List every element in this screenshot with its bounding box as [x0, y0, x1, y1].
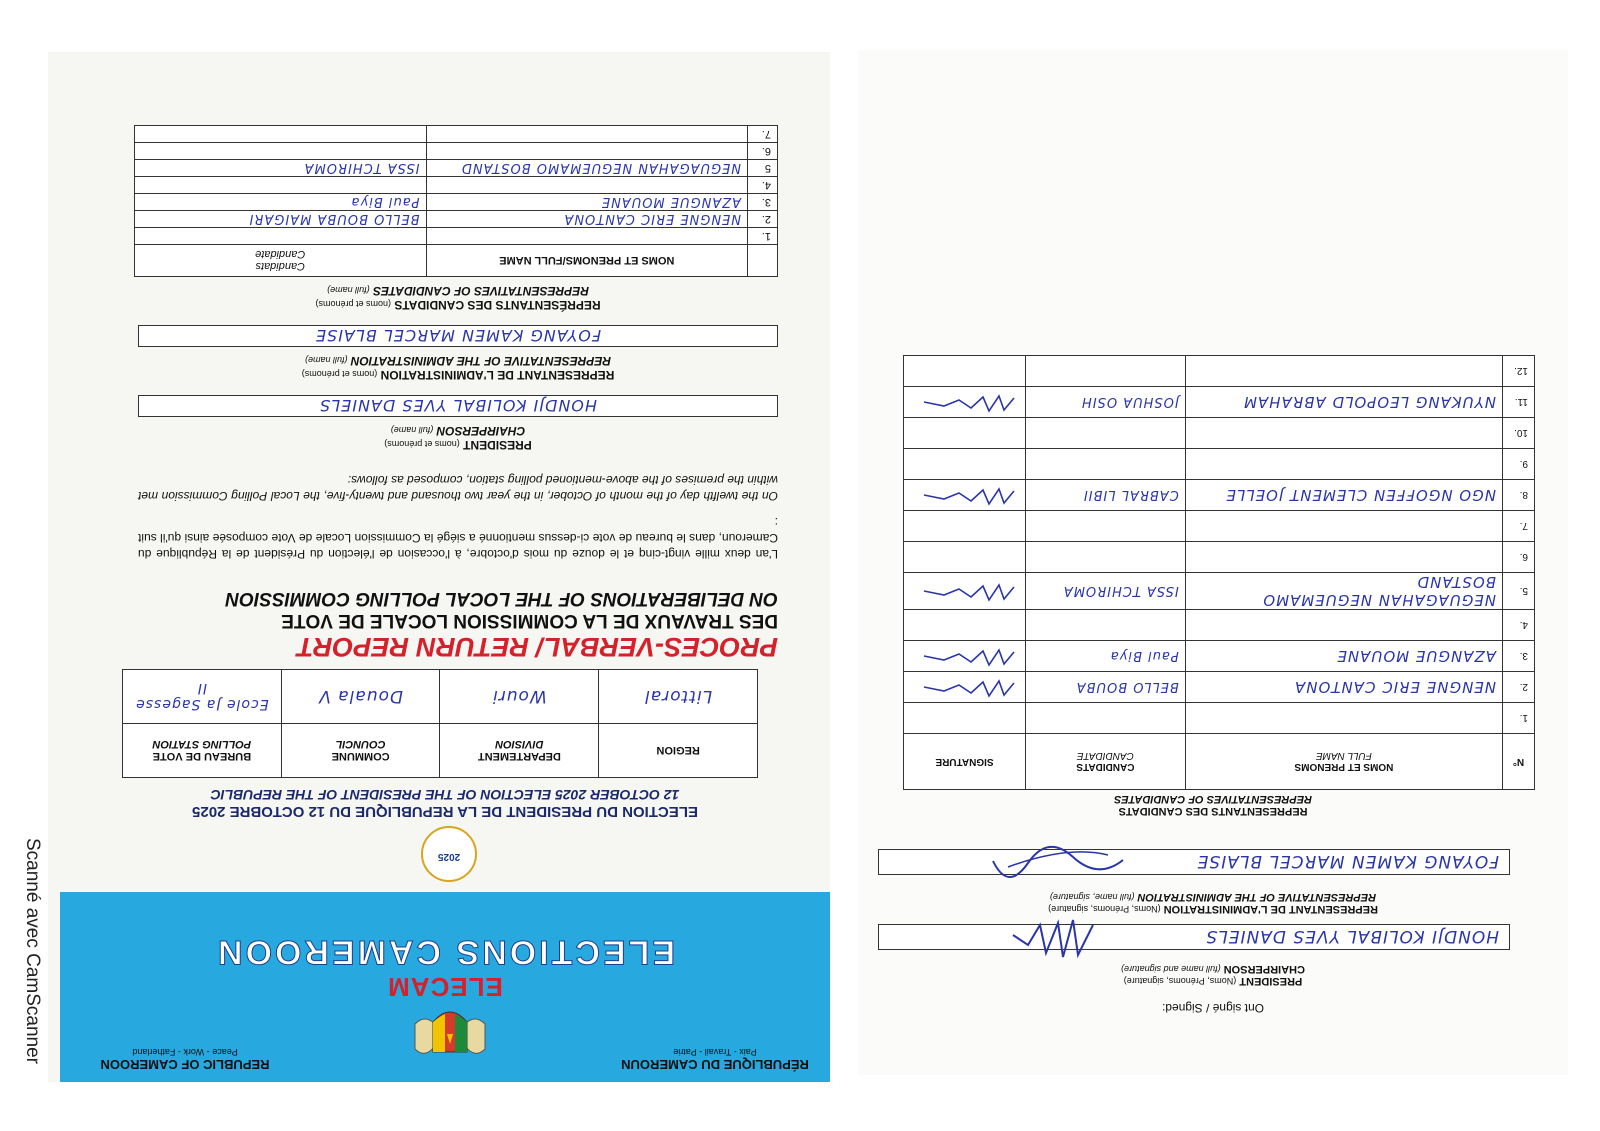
rp-president-label: PRESIDENT [1239, 975, 1303, 987]
watermark-text: Scanné avec CamScanner [22, 837, 43, 1064]
row-number: 12. [1503, 356, 1535, 387]
reps-table-row [135, 194, 778, 211]
rp-chairperson-label: CHAIRPERSON [1223, 963, 1305, 975]
region-header: REGION [599, 724, 758, 778]
signature-table-row [904, 449, 1535, 480]
reps-table-row [135, 143, 778, 160]
republic-en: REPUBLIC OF CAMEROON [100, 1057, 270, 1072]
rp-signature-header: SIGNATURE [904, 734, 1026, 790]
council-header: COMMUNE COUNCIL [281, 724, 440, 778]
row-candidate: BELLO BOUBA [1026, 672, 1186, 703]
coat-of-arms-icon [405, 994, 495, 1064]
republic-fr: RÉPUBLIQUE DU CAMEROUN [621, 1057, 809, 1072]
signature-table-row [904, 641, 1535, 672]
row-name: NEGUAGAHAN NEGUEMAMO BOSTAND [1185, 573, 1502, 610]
motto-en: Peace - Work - Fatherland [132, 1047, 238, 1057]
signature-icon [919, 645, 1019, 671]
signature-table-row [904, 480, 1535, 511]
signature-table-row [904, 387, 1535, 418]
row-signature [904, 418, 1026, 449]
row-number: 1. [1503, 703, 1535, 734]
reps-table-row [135, 211, 778, 228]
row-name [1185, 542, 1502, 573]
reps-name-header: NOMS ET PRENOMS/FULL NAME [426, 245, 748, 277]
row-name [1185, 610, 1502, 641]
row-name [1185, 703, 1502, 734]
org-abbr: ELECAM [387, 972, 503, 1002]
reps-row-number: 4. [748, 177, 778, 194]
row-candidate: Paul Biya [1026, 641, 1186, 672]
chairperson-label: CHAIRPERSON [436, 424, 526, 438]
reps-row-candidate [135, 228, 427, 245]
reps-label: REPRÉSENTANTS DES CANDIDATS [394, 298, 601, 312]
rp-admin-note-en: (full name, signature) [1049, 892, 1135, 902]
signature-icon [919, 580, 1019, 606]
row-candidate [1026, 703, 1186, 734]
reps-row-name [426, 143, 748, 160]
polling-station-value: Ecole Ja Sagesse II [123, 670, 282, 724]
reps-candidate-header: Candidats Candidate [135, 245, 427, 277]
row-number: 5. [1503, 573, 1535, 610]
reps-row-name [426, 177, 748, 194]
row-name [1185, 511, 1502, 542]
signature-icon [919, 676, 1019, 702]
row-candidate [1026, 542, 1186, 573]
row-signature [904, 387, 1026, 418]
president-label: PRESIDENT [463, 438, 532, 452]
row-signature [904, 672, 1026, 703]
row-number: 9. [1503, 449, 1535, 480]
signature-table-row [904, 511, 1535, 542]
admin-label-en: REPRESENTATIVE OF THE ADMINISTRATION [350, 354, 612, 368]
elecam-seal: 2025 [421, 826, 477, 882]
signature-table-row [904, 573, 1535, 610]
row-candidate [1026, 449, 1186, 480]
department-header: DEPARTEMENT DIVISION [440, 724, 599, 778]
signature-table-row [904, 542, 1535, 573]
reps-row-number: 7. [748, 126, 778, 143]
reps-row-candidate: BELLO BOUBA MAIGARI [135, 211, 427, 228]
rp-admin-box [878, 849, 1510, 875]
president-name-box [138, 395, 778, 417]
region-value: Littoral [599, 670, 758, 724]
admin-name: FOYANG KAMEN MARCEL BLAISE [314, 326, 602, 345]
signature-table-row [904, 703, 1535, 734]
row-signature [904, 641, 1026, 672]
motto-fr: Paix - Travail - Patrie [673, 1047, 757, 1057]
row-signature [904, 480, 1026, 511]
rp-reps-label-en: REPRESENTATIVES OF CANDIDATES [1113, 793, 1313, 805]
reps-row-name [426, 126, 748, 143]
row-candidate: CABRAL LIBII [1026, 480, 1186, 511]
row-number: 8. [1503, 480, 1535, 511]
row-signature [904, 542, 1026, 573]
row-number: 4. [1503, 610, 1535, 641]
rp-candidate-header: CANDIDATS CANDIDATE [1026, 734, 1186, 790]
signature-table-row [904, 610, 1535, 641]
row-number: 3. [1503, 641, 1535, 672]
reps-label-en: REPRESENTATIVES OF CANDIDATES [372, 284, 589, 298]
admin-note-en: (full name) [304, 355, 348, 365]
subtitle-en: ON DELIBERATIONS OF THE LOCAL POLLING COMMISSION [225, 588, 778, 609]
president-name: HONDJI KOLIBAL YVES DANIELS [319, 396, 597, 415]
rp-chairperson-note: (full name and signature) [1121, 964, 1221, 974]
paragraph-fr: L'an deux mille vingt-cinq et le douze du mois d'octobre, à l'occasion de l'élection du Président de la République du Cameroun, dans le bureau de vote ci-dessus mentionné a siégé la Commission Locale de Vote composée ainsi qu'il suit : [138, 515, 778, 561]
reps-row-name [426, 228, 748, 245]
scanner-watermark [22, 820, 44, 1100]
org-name: ELECTIONS CAMEROON [214, 933, 676, 971]
row-number: 7. [1503, 511, 1535, 542]
row-candidate [1026, 511, 1186, 542]
row-name: NENGNE ERIC CANTONA [1185, 672, 1502, 703]
row-signature [904, 703, 1026, 734]
rp-president-box [878, 924, 1510, 950]
right-page-content [858, 50, 1568, 1075]
rp-admin-name: FOYANG KAMEN MARCEL BLAISE [1196, 851, 1499, 871]
rp-admin-note: (Noms, Prénoms, signature) [1048, 904, 1161, 914]
reps-table-row [135, 126, 778, 143]
row-signature [904, 573, 1026, 610]
rp-name-header: NOMS ET PRENOMS FULL NAME [1185, 734, 1502, 790]
row-candidate: ISSA TCHIROMA [1026, 573, 1186, 610]
admin-label: REPRESENTANT DE L'ADMINISTRATION [380, 368, 615, 382]
row-number: 6. [1503, 542, 1535, 573]
row-signature [904, 356, 1026, 387]
reps-table-row [135, 177, 778, 194]
row-candidate [1026, 356, 1186, 387]
row-name: AZANGUE MOUANE [1185, 641, 1502, 672]
left-page [48, 52, 830, 1082]
row-name [1185, 418, 1502, 449]
reps-row-number: 6. [748, 143, 778, 160]
row-number: 10. [1503, 418, 1535, 449]
rp-president-name: HONDJI KOLIBAL YVES DANIELS [1205, 926, 1499, 946]
rp-reps-label: REPRESENTANTS DES CANDIDATS [1118, 805, 1308, 817]
admin-note: (noms et prénoms) [301, 369, 378, 379]
reps-row-name: NEGUAGAHAN NEGUEMAMO BOSTAND [426, 160, 748, 177]
reps-row-number: 1. [748, 228, 778, 245]
rp-admin-label-en: REPRESENTATIVE OF THE ADMINISTRATION [1137, 891, 1377, 903]
president-note: (noms et prénoms) [384, 439, 460, 449]
reps-row-name: NENGNE ERIC CANTONA [426, 211, 748, 228]
right-reps-table [903, 355, 1535, 790]
left-reps-table [134, 125, 778, 277]
row-name [1185, 356, 1502, 387]
council-value: Douala V [281, 670, 440, 724]
reps-row-candidate [135, 177, 427, 194]
row-name: NYUKANG LEOPOLD ABRAHAM [1185, 387, 1502, 418]
row-candidate [1026, 610, 1186, 641]
reps-row-candidate [135, 126, 427, 143]
row-signature [904, 449, 1026, 480]
row-number: 11. [1503, 387, 1535, 418]
reps-row-number: 5 [748, 160, 778, 177]
left-page-content [48, 52, 830, 1082]
paragraph-en: On the twelfth day of the month of October, in the year two thousand and twenty-five, the Local Polling Commission met within the premises of the above-mentioned polling station, composed as follows: [138, 473, 778, 503]
row-signature [904, 610, 1026, 641]
reps-row-number: 3. [748, 194, 778, 211]
subtitle-fr: DES TRAVAUX DE LA COMMISSION LOCALE DE VOTE [281, 610, 778, 631]
reps-row-name: AZANGUE MOUANE [426, 194, 748, 211]
header-band [60, 892, 830, 1082]
reps-table-row [135, 160, 778, 177]
signature-table-row [904, 356, 1535, 387]
reps-row-number: 2. [748, 211, 778, 228]
right-page [858, 50, 1568, 1075]
signature-table-row [904, 418, 1535, 449]
reps-row-candidate [135, 143, 427, 160]
report-title: PROCES-VERBAL/ RETURN REPORT [296, 632, 778, 662]
row-signature [904, 511, 1026, 542]
signature-icon [919, 484, 1019, 510]
reps-note: (noms et prénoms) [315, 299, 391, 309]
reps-row-candidate: ISSA TCHIROMA [135, 160, 427, 177]
reps-row-candidate: Paul Biya [135, 194, 427, 211]
row-name [1185, 449, 1502, 480]
signature-table-row [904, 672, 1535, 703]
row-name: NGO NGOFFEN CLEMENT JOELLE [1185, 480, 1502, 511]
election-title-fr: ELECTION DU PRESIDENT DE LA REPUBLIQUE DU 12 OCTOBRE 2025 [192, 803, 698, 820]
chairperson-note: (full name) [390, 425, 434, 435]
polling-station-header: BUREAU DE VOTE POLLING STATION [123, 724, 282, 778]
election-title-en: 12 OCTOBER 2025 ELECTION OF THE PRESIDENT OF THE REPUBLIC [210, 787, 680, 803]
row-number: 2. [1503, 672, 1535, 703]
rp-no-header: N° [1503, 734, 1535, 790]
signed-label: Ont signé / Signed: [1161, 1001, 1265, 1015]
row-candidate: JOSHUA OSIH [1026, 387, 1186, 418]
row-candidate [1026, 418, 1186, 449]
signature-icon [919, 391, 1019, 417]
reps-table-row [135, 228, 778, 245]
admin-signature-icon [988, 835, 1128, 885]
location-table [122, 669, 758, 778]
reps-note-en: (full name) [327, 285, 370, 295]
department-value: Wouri [440, 670, 599, 724]
rp-admin-label: REPRESENTANT DE L'ADMINISTRATION [1163, 903, 1378, 915]
admin-name-box [138, 325, 778, 347]
rp-president-note: (Noms, Prénoms, signature) [1123, 976, 1237, 986]
